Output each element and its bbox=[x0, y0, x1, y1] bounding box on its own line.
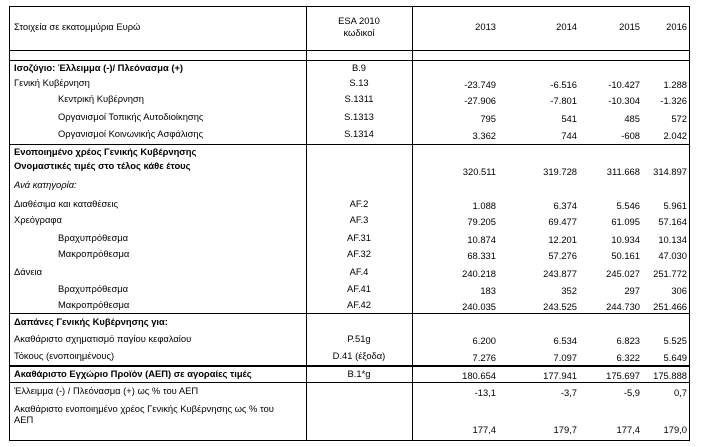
row-code: S.1314 bbox=[344, 128, 374, 139]
row-label: Μακροπρόθεσμα bbox=[58, 248, 130, 259]
value-2013: 7.276 bbox=[472, 352, 496, 363]
row-code: B.9 bbox=[351, 62, 367, 73]
value-2015: -608 bbox=[621, 130, 640, 141]
row-label: Κεντρική Κυβέρνηση bbox=[58, 93, 144, 104]
row-code: AF.2 bbox=[349, 198, 369, 209]
header-year-2013: 2013 bbox=[475, 21, 496, 32]
row-label: Διαθέσιμα και καταθέσεις bbox=[14, 198, 119, 209]
value-2015: 5.546 bbox=[616, 200, 640, 211]
row-label: Δάνεια bbox=[14, 266, 43, 277]
value-2014: 12.201 bbox=[548, 234, 577, 245]
row-label: Ακαθάριστο σχηματισμό παγίου κεφαλαίου bbox=[14, 333, 192, 344]
section-divider-ratios bbox=[9, 382, 690, 383]
value-2016: 251.466 bbox=[653, 301, 687, 312]
value-2015: 50.161 bbox=[611, 250, 640, 261]
value-2013: 795 bbox=[480, 113, 496, 124]
value-2013: 180.654 bbox=[462, 370, 496, 381]
value-2016: 251.772 bbox=[653, 268, 687, 279]
fiscal-statistics-table bbox=[9, 6, 691, 442]
row-label: Ανά κατηγορία: bbox=[14, 179, 77, 190]
value-2013: 183 bbox=[480, 285, 496, 296]
header-code-line1: ESA 2010 bbox=[338, 15, 380, 26]
section-divider-gdp bbox=[9, 365, 690, 367]
value-2013: -13,1 bbox=[474, 387, 496, 398]
row-code: AF.42 bbox=[347, 299, 371, 310]
value-2016: 5.961 bbox=[663, 200, 687, 211]
row-label: Χρεόγραφα bbox=[14, 214, 62, 225]
row-label: Ονομαστικές τιμές στο τέλος κάθε έτους bbox=[14, 160, 191, 171]
value-2015: 10.934 bbox=[611, 234, 640, 245]
table-border-right bbox=[689, 6, 690, 441]
section-divider-debt bbox=[9, 144, 690, 145]
value-2014: 319.728 bbox=[543, 166, 577, 177]
row-code: AF.41 bbox=[347, 283, 371, 294]
value-2013: 240.218 bbox=[462, 268, 496, 279]
table-border-bottom bbox=[9, 440, 690, 441]
row-label: Ισοζύγιο: Έλλειμμα (-)/ Πλεόνασμα (+) bbox=[14, 62, 184, 73]
value-2013: 320.511 bbox=[462, 166, 496, 177]
value-2014: 7.097 bbox=[553, 352, 577, 363]
value-2013: 79.205 bbox=[467, 216, 496, 227]
row-code: P.51g bbox=[347, 333, 371, 344]
value-2014: 177.941 bbox=[543, 370, 577, 381]
value-2016: 314.897 bbox=[653, 166, 687, 177]
row-code: S.1311 bbox=[344, 93, 374, 104]
header-divider bbox=[9, 50, 690, 51]
row-label: Ακαθάριστο Εγχώριο Προϊόν (ΑΕΠ) σε αγοραίες τιμές bbox=[14, 368, 252, 379]
value-2014: 6.534 bbox=[553, 335, 577, 346]
value-2016: 57.164 bbox=[658, 216, 687, 227]
header-year-2015: 2015 bbox=[619, 21, 640, 32]
row-code: AF.31 bbox=[347, 232, 371, 243]
value-2015: 245.027 bbox=[606, 268, 640, 279]
value-2016: 2.042 bbox=[663, 130, 687, 141]
table-border-top bbox=[9, 6, 690, 7]
value-2016: 1.288 bbox=[663, 79, 687, 90]
value-2016: 179,0 bbox=[663, 424, 687, 435]
value-2016: 47.030 bbox=[658, 250, 687, 261]
row-label: Βραχυπρόθεσμα bbox=[58, 283, 129, 294]
row-code: D.41 (έξοδα) bbox=[332, 350, 386, 361]
value-2014: 57.276 bbox=[548, 250, 577, 261]
value-2016: 572 bbox=[671, 113, 687, 124]
row-code: S.13 bbox=[349, 77, 369, 88]
row-label: Τόκους (ενοποιημένους) bbox=[14, 350, 115, 361]
value-2016: 10.134 bbox=[658, 234, 687, 245]
value-2014: 352 bbox=[561, 285, 577, 296]
row-label: Βραχυπρόθεσμα bbox=[58, 232, 129, 243]
value-2015: 177,4 bbox=[616, 424, 640, 435]
row-label: Οργανισμοί Κοινωνικής Ασφάλισης bbox=[58, 128, 204, 139]
row-code: S.1313 bbox=[344, 111, 374, 122]
row-label-line2: ΑΕΠ bbox=[14, 414, 34, 425]
value-2014: -7.801 bbox=[550, 95, 577, 106]
value-2013: 6.200 bbox=[472, 335, 496, 346]
value-2014: 541 bbox=[561, 113, 577, 124]
row-label: Γενική Κυβέρνηση bbox=[14, 77, 90, 88]
row-code: AF.3 bbox=[349, 214, 369, 225]
value-2015: 6.322 bbox=[616, 352, 640, 363]
header-year-2014: 2014 bbox=[556, 21, 577, 32]
value-2015: -10.304 bbox=[608, 95, 640, 106]
value-2013: 177,4 bbox=[472, 424, 496, 435]
value-2016: 0,7 bbox=[673, 387, 687, 398]
value-2014: 744 bbox=[561, 130, 577, 141]
value-2015: 6.823 bbox=[616, 335, 640, 346]
value-2015: 311.668 bbox=[606, 166, 640, 177]
header-stub: Στοιχεία σε εκατομμύρια Ευρώ bbox=[14, 21, 141, 32]
value-2016: -1.326 bbox=[660, 95, 687, 106]
value-2016: 5.525 bbox=[663, 335, 687, 346]
value-2016: 175.888 bbox=[653, 370, 687, 381]
value-2015: -5,9 bbox=[623, 387, 640, 398]
value-2014: 243.877 bbox=[543, 268, 577, 279]
value-2014: -6.516 bbox=[550, 79, 577, 90]
row-code: AF.4 bbox=[349, 266, 369, 277]
row-code: B.1*g bbox=[347, 368, 371, 379]
value-2016: 5.649 bbox=[663, 352, 687, 363]
value-2015: 175.697 bbox=[606, 370, 640, 381]
table-border-left bbox=[9, 6, 10, 441]
header-year-2016: 2016 bbox=[666, 21, 687, 32]
value-2014: 179,7 bbox=[553, 424, 577, 435]
value-2015: 61.095 bbox=[611, 216, 640, 227]
value-2013: -27.906 bbox=[464, 95, 496, 106]
value-2013: 240.035 bbox=[462, 301, 496, 312]
section-divider-expenditure bbox=[9, 313, 690, 314]
value-2013: 3.362 bbox=[472, 130, 496, 141]
value-2013: 68.331 bbox=[467, 250, 496, 261]
row-label: Μακροπρόθεσμα bbox=[58, 299, 130, 310]
row-label-line1: Ακαθάριστο ενοποιημένο χρέος Γενικής Κυβέρνησης ως % του bbox=[14, 403, 274, 414]
row-label: Ενοποιημένο χρέος Γενικής Κυβέρνησης bbox=[14, 146, 197, 157]
row-label: Έλλειμμα (-) / Πλεόνασμα (+) ως % του ΑΕΠ bbox=[14, 385, 199, 396]
value-2014: -3,7 bbox=[560, 387, 577, 398]
value-2015: 485 bbox=[624, 113, 640, 124]
value-2015: 244.730 bbox=[606, 301, 640, 312]
header-code-line2: κωδικοί bbox=[343, 27, 375, 38]
row-label: Δαπάνες Γενικής Κυβέρνησης για: bbox=[14, 316, 168, 327]
value-2013: -23.749 bbox=[464, 79, 496, 90]
value-2014: 243.525 bbox=[543, 301, 577, 312]
value-2016: 306 bbox=[671, 285, 687, 296]
value-2013: 1.088 bbox=[472, 200, 496, 211]
row-label: Οργανισμοί Τοπικής Αυτοδιοίκησης bbox=[58, 111, 204, 122]
value-2015: -10.427 bbox=[608, 79, 640, 90]
value-2015: 297 bbox=[624, 285, 640, 296]
value-2014: 69.477 bbox=[548, 216, 577, 227]
section-divider-balance bbox=[9, 60, 690, 61]
value-2014: 6.374 bbox=[553, 200, 577, 211]
value-2013: 10.874 bbox=[467, 234, 496, 245]
row-code: AF.32 bbox=[347, 248, 371, 259]
